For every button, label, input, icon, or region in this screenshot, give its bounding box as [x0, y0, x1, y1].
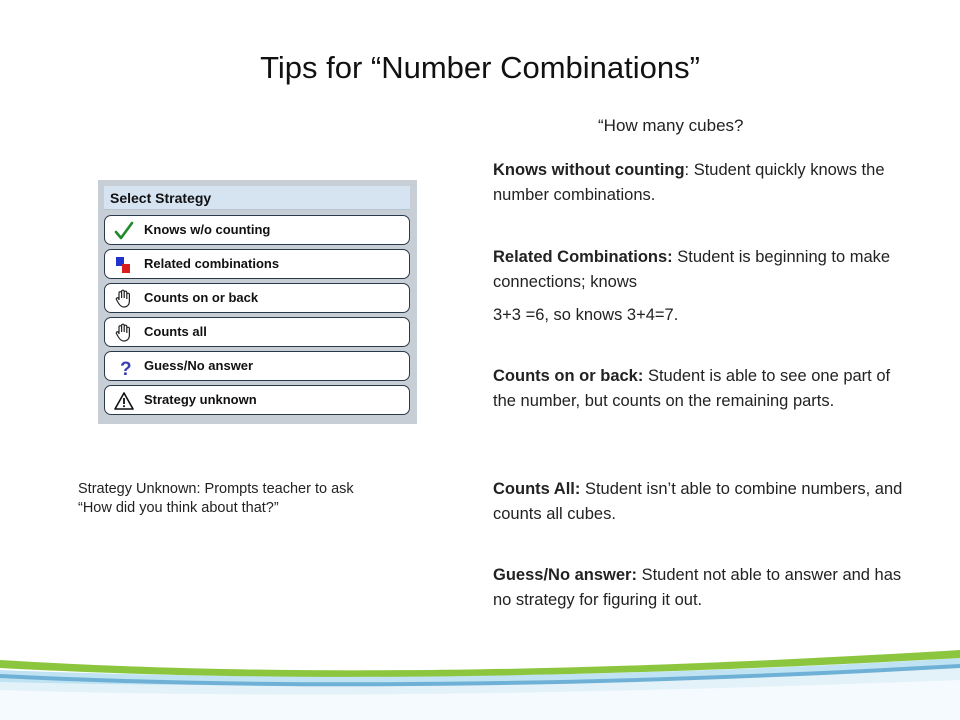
strategy-panel-header: Select Strategy	[104, 186, 410, 210]
option-strategy-unknown[interactable]	[104, 385, 410, 415]
warning-icon	[113, 390, 135, 412]
tip-text: Student is beginning to make connections; knows	[493, 248, 891, 291]
option-knows-without-counting[interactable]	[104, 215, 410, 245]
hand-icon	[113, 322, 135, 344]
option-label: Related combinations	[144, 256, 280, 271]
option-label: Counts all	[144, 324, 207, 339]
option-label: Guess/No answer	[144, 358, 254, 373]
tip-counts-all	[493, 477, 913, 527]
svg-text:?: ?	[120, 359, 132, 378]
note-line: “How did you think about that?”	[78, 500, 279, 516]
tip-counts-on-or-back	[493, 364, 913, 414]
option-guess-no-answer[interactable]	[104, 351, 410, 381]
tip-term: Related Combinations:	[493, 248, 673, 266]
option-related-combinations[interactable]	[104, 249, 410, 279]
tip-text: Student not able to answer and has no strategy for figuring it out.	[493, 566, 902, 609]
tip-related-combinations	[493, 245, 913, 295]
strategy-unknown-note	[78, 480, 458, 518]
footer-wave-decoration	[0, 630, 960, 720]
option-counts-on-or-back[interactable]	[104, 283, 410, 313]
option-label: Knows w/o counting	[144, 222, 271, 237]
tip-guess-no-answer	[493, 563, 913, 613]
tip-term: Counts All:	[493, 480, 581, 498]
tip-term: Guess/No answer:	[493, 566, 637, 584]
related-blocks-icon	[113, 254, 135, 276]
tip-knows-without-counting	[493, 158, 913, 208]
tip-term: Knows without counting	[493, 161, 685, 179]
slide-title: Tips for “Number Combinations”	[260, 50, 700, 85]
tip-term: Counts on or back:	[493, 367, 644, 385]
tip-text: Student isn’t able to combine numbers, and counts all cubes.	[493, 480, 903, 523]
check-icon	[113, 220, 135, 242]
question-icon	[113, 356, 135, 378]
note-line: Strategy Unknown: Prompts teacher to ask	[78, 481, 354, 497]
option-counts-all[interactable]	[104, 317, 410, 347]
slide-subtitle: “How many cubes?	[598, 116, 744, 135]
option-label: Counts on or back	[144, 290, 259, 305]
hand-icon	[113, 288, 135, 310]
tip-text: Student quickly knows the number combinations.	[493, 161, 885, 204]
tip-related-example: 3+3 =6, so knows 3+4=7.	[493, 306, 679, 324]
strategy-panel	[98, 180, 417, 424]
tip-separator: :	[684, 161, 694, 179]
option-label: Strategy unknown	[144, 392, 257, 407]
tip-text: Student is able to see one part of the number, but counts on the remaining parts.	[493, 367, 891, 410]
